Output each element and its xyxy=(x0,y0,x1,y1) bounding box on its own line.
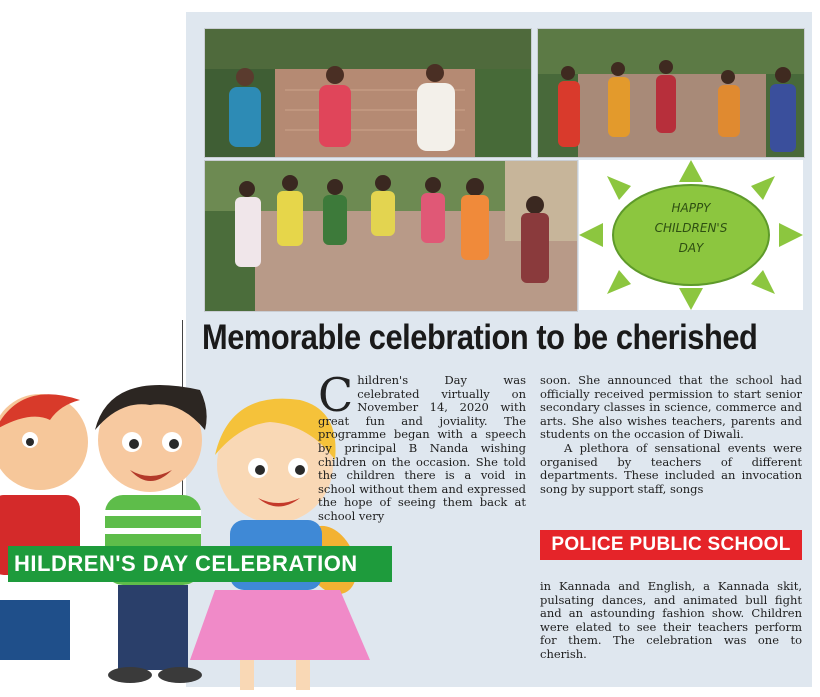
photo-teachers-dancing-2 xyxy=(537,28,805,158)
sun-text-line-1: HAPPY xyxy=(671,201,711,215)
happy-childrens-day-sun xyxy=(579,160,803,310)
sun-text-line-3: DAY xyxy=(678,241,704,255)
childrens-day-banner: HILDREN'S DAY CELEBRATION xyxy=(8,546,392,582)
article-paragraph-4: in Kannada and English, a Kannada skit, pulsating dances, and animated bull fight and an astounding fashion show. Children were elated to see their teachers perform for them. The celebration was one to cherish. xyxy=(540,579,802,661)
article-column-1 xyxy=(318,368,526,524)
photo-teachers-dancing-3 xyxy=(204,160,578,312)
article-headline: Memorable celebration to be cherished xyxy=(202,318,758,357)
article-column-3 xyxy=(540,580,802,662)
school-name-badge: POLICE PUBLIC SCHOOL xyxy=(540,530,802,560)
sun-text-line-2: CHILDREN'S xyxy=(654,221,728,235)
article-paragraph-2: soon. She announced that the school had officially received permission to start senior secondary classes in science, commerce and arts. She also wishes teachers, parents and students on the occasion of Diwali. xyxy=(540,373,802,442)
article-paragraph-3: A plethora of sensational events were organised by teachers of different departments. These included an invocation song by support staff, songs xyxy=(540,440,802,496)
article-paragraph-1: hildren's Day was celebrated virtually on November 14, 2020 with great fun and joviality. The programme began with a speech by principal B Nanda wishing children on the occasion. She told the children there is a void in school without them and expressed the hope of seeing them back at school very xyxy=(318,373,526,523)
article-column-2 xyxy=(540,374,802,496)
drop-cap: C xyxy=(318,368,354,422)
photo-teachers-dancing-1 xyxy=(204,28,532,158)
